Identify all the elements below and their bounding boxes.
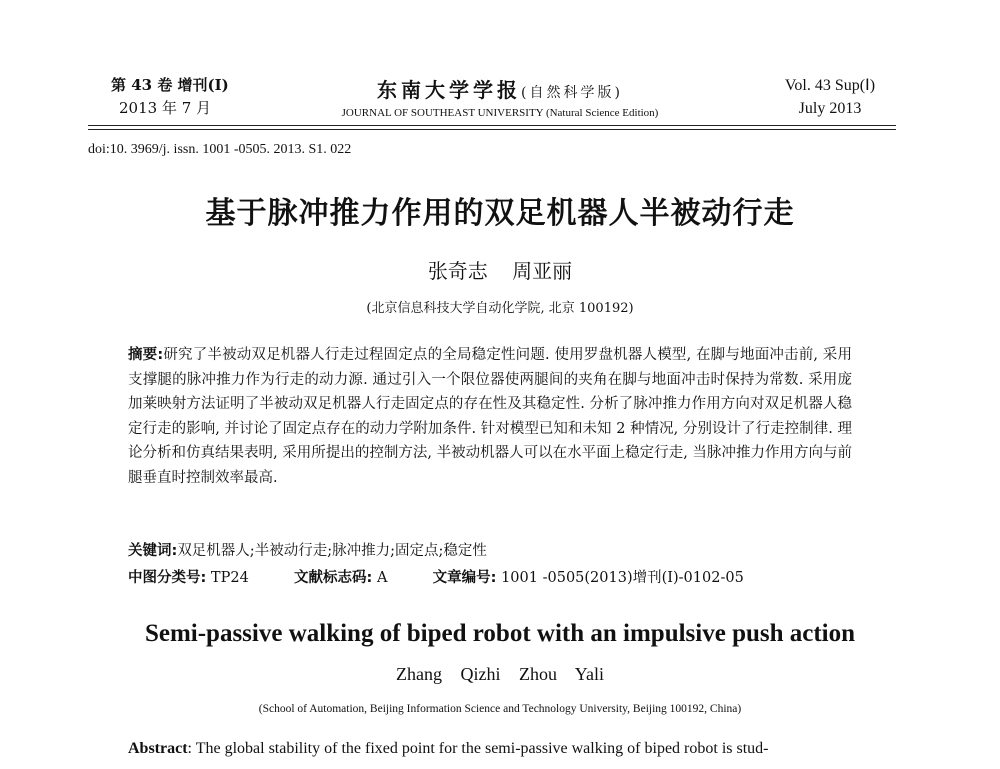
header-volume-en <box>760 74 900 120</box>
journal-masthead <box>290 74 710 119</box>
abstract-en-text: : The global stability of the fixed point for the semi-passive walking of biped robot is stud- <box>187 740 769 757</box>
journal-title-cn <box>290 74 710 103</box>
abstract-en <box>128 740 868 758</box>
date-en: July 2013 <box>798 100 862 117</box>
header-rule-thick <box>88 125 896 126</box>
article-no-value: 1001 -0505(2013)增刊(Ⅰ)-0102-05 <box>501 570 744 586</box>
title-cn: 基于脉冲推力作用的双足机器人半被动行走 <box>205 196 795 231</box>
journal-name-cn: 东南大学学报 <box>377 78 522 102</box>
journal-title-en: JOURNAL OF SOUTHEAST UNIVERSITY (Natural Science Edition) <box>341 107 659 119</box>
affiliation-en: (School of Automation, Beijing Information Science and Technology University, Beijing 100192, China) <box>258 703 742 715</box>
date-cn: 2013 年 7 月 <box>119 99 212 117</box>
abstract-cn-label: 摘要: <box>128 347 164 363</box>
journal-edition-cn: (自然科学版) <box>521 85 623 101</box>
header-rule-thin <box>88 129 896 130</box>
keywords-label: 关键词: <box>128 543 178 559</box>
authors-en: Zhang Qizhi Zhou Yali <box>396 664 604 684</box>
abstract-cn-text: 研究了半被动双足机器人行走过程固定点的全局稳定性问题. 使用罗盘机器人模型, 在脚与地面冲击前, 采用支撑腿的脉冲推力作为行走的动力源. 通过引入一个限位器使两腿间的夹角在脚与地面冲击时保持为常数. 采用庞加莱映射方法证明了半被动双足机器人行走固定点的存在性及其稳定性. 分析了脉冲推力作用方向对双足机器人稳定行走的影响, 并讨论了固定点存在的动力学附加条件. 针对模型已知和未知 2 种情况, 分别设计了行走控制律. 理论分析和仿真结果表明, 采用所提出的控制方法, 半被动机器人可以在水平面上稳定行走, 当脉冲推力作用方向与前腿垂直时控制效率最高. <box>128 347 852 486</box>
volume-cn: 第 43 卷 增刊(Ⅰ) <box>111 76 229 94</box>
doi[interactable]: doi:10. 3969/j. issn. 1001 -0505. 2013. S1. 022 <box>88 142 352 157</box>
keywords-text: 双足机器人;半被动行走;脉冲推力;固定点;稳定性 <box>177 543 487 559</box>
volume-en: Vol. 43 Sup(Ⅰ) <box>784 77 876 94</box>
abstract-en-label: Abstract <box>128 740 188 757</box>
abstract-cn <box>128 343 852 490</box>
authors-cn: 张奇志 周亚丽 <box>427 259 573 283</box>
header-volume-cn <box>111 74 229 120</box>
clc-label: 中图分类号: <box>128 570 207 586</box>
classification-line <box>128 566 868 587</box>
doc-code-value: A <box>376 570 388 586</box>
article-no-label: 文章编号: <box>432 570 497 586</box>
title-en: Semi-passive walking of biped robot with an impulsive push action <box>144 620 856 647</box>
affiliation-cn: (北京信息科技大学自动化学院, 北京 100192) <box>366 301 634 316</box>
keywords-cn <box>128 539 487 560</box>
doc-code-label: 文献标志码: <box>294 570 373 586</box>
clc-value: TP24 <box>210 570 249 586</box>
